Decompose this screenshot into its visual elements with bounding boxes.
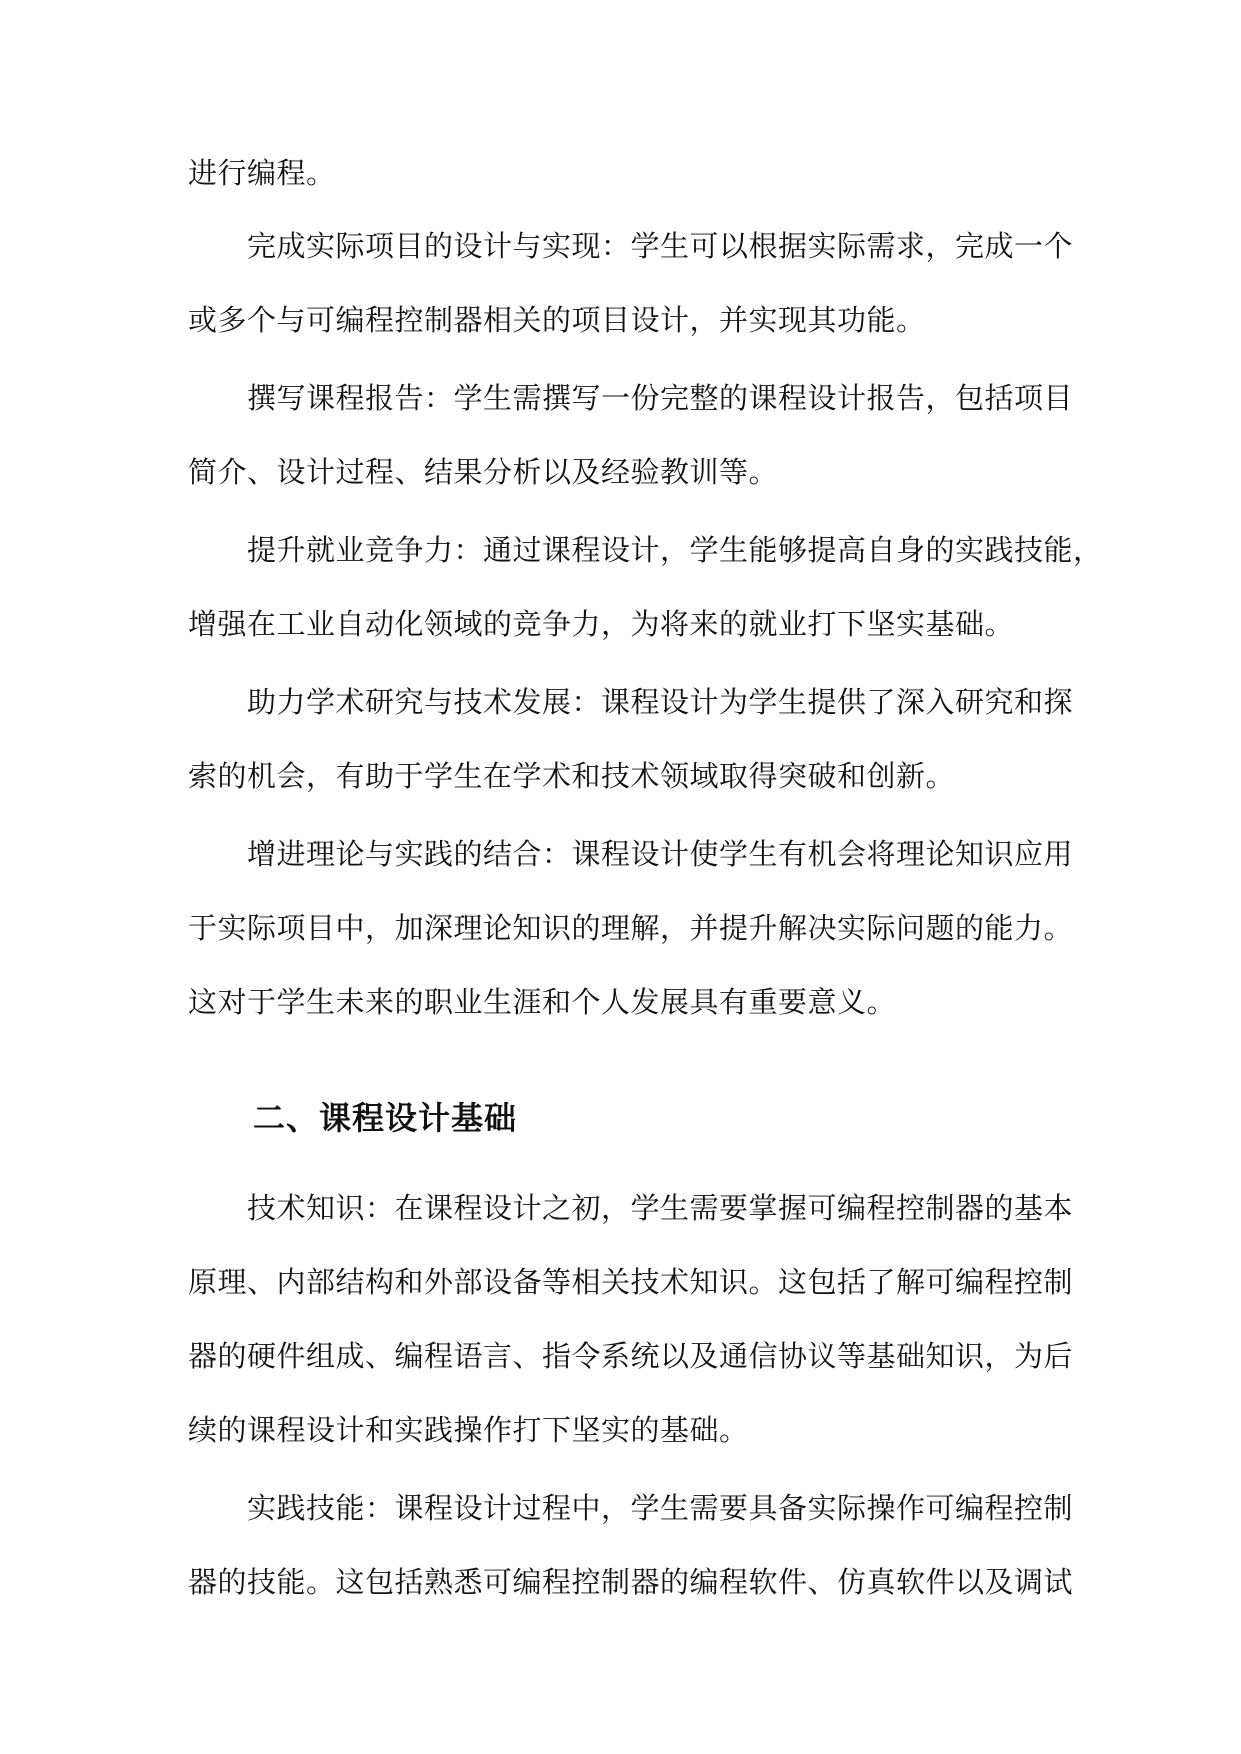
text-line: 原理、内部结构和外部设备等相关技术知识。这包括了解可编程控制 bbox=[188, 1265, 1074, 1299]
text-line: 或多个与可编程控制器相关的项目设计，并实现其功能。 bbox=[188, 303, 926, 337]
text-line: 续的课程设计和实践操作打下坚实的基础。 bbox=[188, 1413, 749, 1447]
text-line: 增进理论与实践的结合：课程设计使学生有机会将理论知识应用 bbox=[247, 837, 1074, 871]
text-line: 器的技能。这包括熟悉可编程控制器的编程软件、仿真软件以及调试 bbox=[188, 1565, 1074, 1599]
text-line: 实践技能：课程设计过程中，学生需要具备实际操作可编程控制 bbox=[247, 1491, 1074, 1525]
text-line: 完成实际项目的设计与实现：学生可以根据实际需求，完成一个 bbox=[247, 229, 1074, 263]
text-line: 这对于学生未来的职业生涯和个人发展具有重要意义。 bbox=[188, 985, 897, 1019]
text-line: 撰写课程报告：学生需撰写一份完整的课程设计报告，包括项目 bbox=[247, 381, 1074, 415]
section-heading: 二、课程设计基础 bbox=[253, 1099, 518, 1137]
text-line: 于实际项目中，加深理论知识的理解，并提升解决实际问题的能力。 bbox=[188, 911, 1074, 945]
text-line: 增强在工业自动化领域的竞争力，为将来的就业打下坚实基础。 bbox=[188, 607, 1015, 641]
text-line: 进行编程。 bbox=[188, 156, 336, 190]
text-line: 助力学术研究与技术发展：课程设计为学生提供了深入研究和探 bbox=[247, 685, 1074, 719]
text-line: 器的硬件组成、编程语言、指令系统以及通信协议等基础知识，为后 bbox=[188, 1339, 1074, 1373]
text-line: 索的机会，有助于学生在学术和技术领域取得突破和创新。 bbox=[188, 759, 956, 793]
text-line: 技术知识：在课程设计之初，学生需要掌握可编程控制器的基本 bbox=[247, 1191, 1074, 1225]
text-line: 提升就业竞争力：通过课程设计，学生能够提高自身的实践技能， bbox=[247, 533, 1103, 567]
text-line: 简介、设计过程、结果分析以及经验教训等。 bbox=[188, 455, 779, 489]
